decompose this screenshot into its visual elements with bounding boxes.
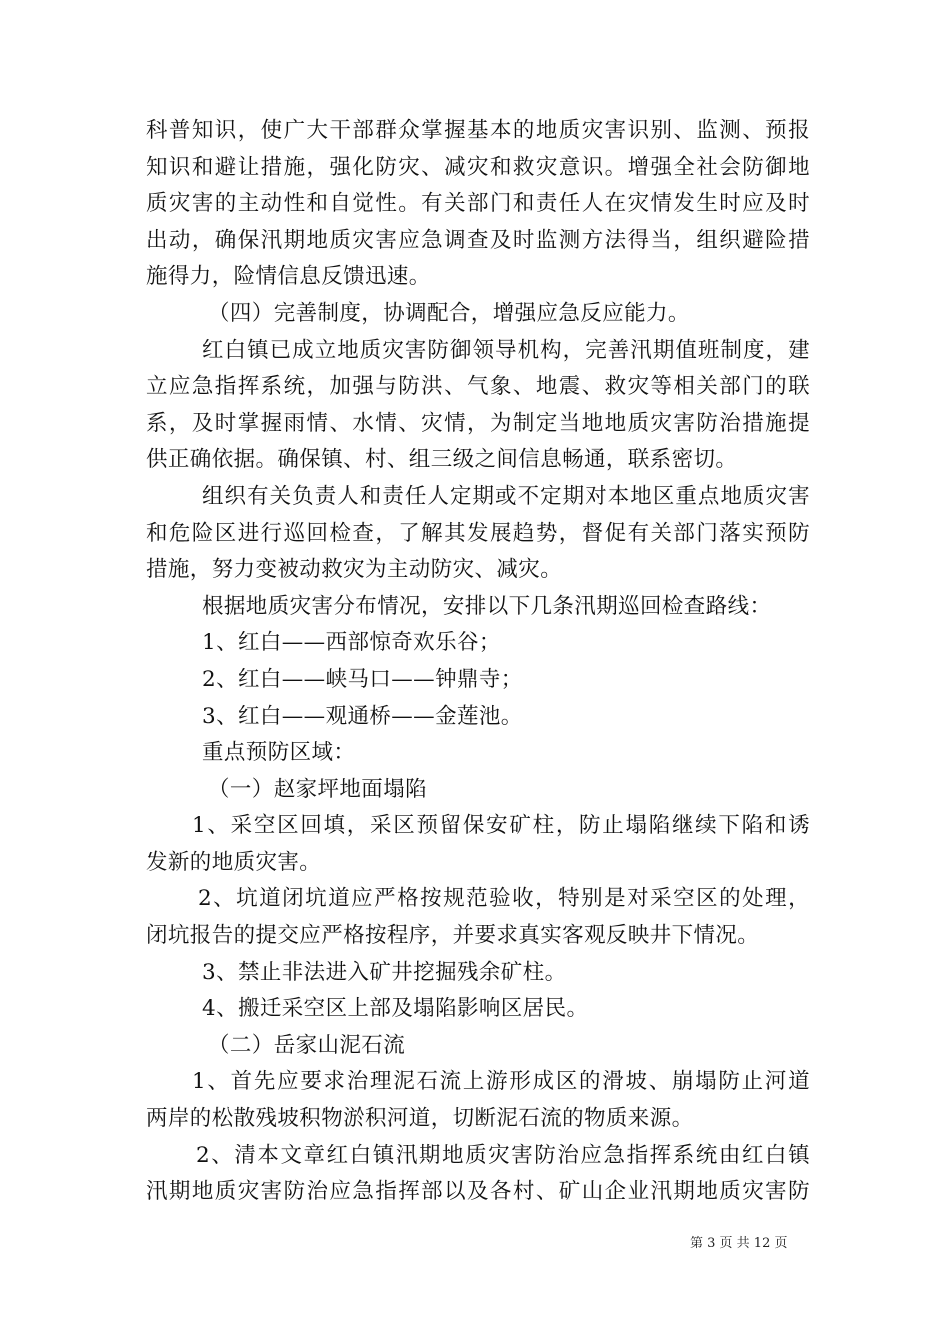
text-line-21: 发新的地质灾害。 bbox=[146, 849, 322, 875]
text-line-14: 根据地质灾害分布情况，安排以下几条汛期巡回检查路线： bbox=[202, 593, 772, 619]
text-line-13: 措施，努力变被动救灾为主动防灾、减灾。 bbox=[146, 557, 563, 583]
text-line-11: 组织有关负责人和责任人定期或不定期对本地区重点地质灾害 bbox=[202, 483, 810, 509]
document-body bbox=[146, 113, 810, 1211]
route-item-3: 3、红白——观通桥——金莲池。 bbox=[202, 703, 523, 729]
key-area-label: 重点预防区域： bbox=[202, 740, 356, 766]
text-line-23: 闭坑报告的提交应严格按程序，并要求真实客观反映井下情况。 bbox=[146, 923, 760, 949]
text-line-20: 1、采空区回填，采区预留保安矿柱，防止塌陷继续下陷和诱 bbox=[192, 813, 810, 839]
route-item-1: 1、红白——西部惊奇欢乐谷； bbox=[202, 630, 501, 656]
page-number: 第 3 页 共 12 页 bbox=[690, 1236, 788, 1251]
text-line-2: 知识和避让措施，强化防灾、减灾和救灾意识。增强全社会防御地 bbox=[146, 154, 810, 180]
section-heading-zhaojiaping: （一）赵家坪地面塌陷 bbox=[208, 776, 428, 802]
text-line-24: 3、禁止非法进入矿井挖掘残余矿柱。 bbox=[202, 959, 567, 985]
text-line-12: 和危险区进行巡回检查，了解其发展趋势，督促有关部门落实预防 bbox=[146, 520, 810, 546]
text-line-27: 1、首先应要求治理泥石流上游形成区的滑坡、崩塌防止河道 bbox=[192, 1069, 810, 1095]
text-line-8: 立应急指挥系统，加强与防洪、气象、地震、救灾等相关部门的联 bbox=[146, 374, 810, 400]
route-item-2: 2、红白——峡马口——钟鼎寺； bbox=[202, 666, 523, 692]
text-line-1: 科普知识，使广大干部群众掌握基本的地质灾害识别、监测、预报 bbox=[146, 118, 810, 143]
text-line-22: 2、坑道闭坑道应严格按规范验收，特别是对采空区的处理， bbox=[198, 886, 810, 912]
text-line-30: 汛期地质灾害防治应急指挥部以及各村、矿山企业汛期地质灾害防 bbox=[146, 1179, 810, 1205]
text-line-5: 施得力，险情信息反馈迅速。 bbox=[146, 264, 431, 290]
text-line-9: 系，及时掌握雨情、水情、灾情，为制定当地地质灾害防治措施提 bbox=[146, 410, 810, 436]
text-line-28: 两岸的松散残坡积物淤积河道，切断泥石流的物质来源。 bbox=[146, 1106, 694, 1132]
text-line-10: 供正确依据。确保镇、村、组三级之间信息畅通，联系密切。 bbox=[146, 447, 738, 473]
text-line-4: 出动，确保汛期地质灾害应急调查及时监测方法得当，组织避险措 bbox=[146, 227, 810, 253]
section-heading-4: （四）完善制度，协调配合，增强应急反应能力。 bbox=[208, 300, 690, 326]
text-line-3: 质灾害的主动性和自觉性。有关部门和责任人在灾情发生时应及时 bbox=[146, 191, 810, 217]
text-line-29: 2、清本文章红白镇汛期地质灾害防治应急指挥系统由红白镇 bbox=[196, 1142, 810, 1168]
text-line-25: 4、搬迁采空区上部及塌陷影响区居民。 bbox=[202, 996, 589, 1022]
section-heading-yuejiashan: （二）岳家山泥石流 bbox=[208, 1032, 406, 1058]
text-line-7: 红白镇已成立地质灾害防御领导机构，完善汛期值班制度，建 bbox=[202, 337, 810, 363]
